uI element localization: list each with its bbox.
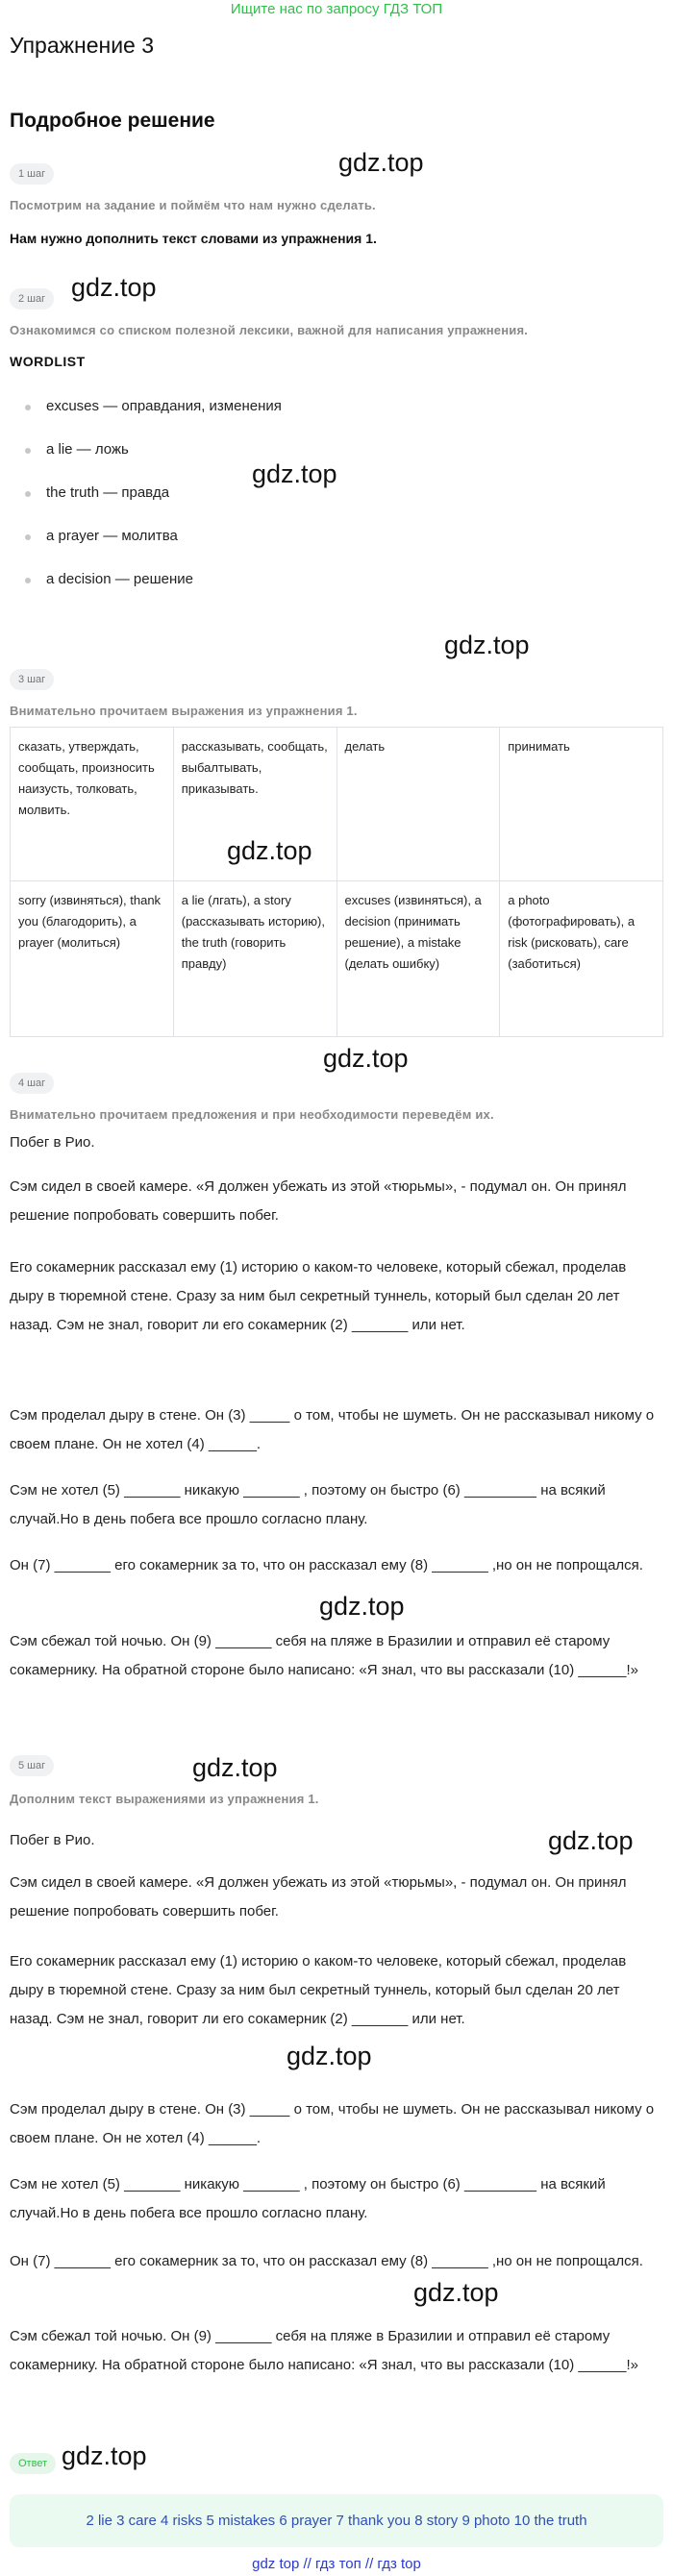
story-paragraph: Он (7) _______ его сокамерник за то, что он рассказал ему (8) _______ ,но он не попрощался.	[10, 2253, 643, 2269]
table-row	[11, 728, 663, 881]
wordlist-item: a lie — ложь	[19, 439, 654, 483]
watermark: gdz.top	[192, 1753, 278, 1782]
bullet-icon	[25, 448, 31, 454]
wordlist-item: a decision — решение	[19, 569, 654, 612]
wordlist	[19, 396, 654, 612]
watermark: gdz.top	[227, 836, 312, 865]
watermark: gdz.top	[287, 2042, 372, 2070]
table-cell: делать	[336, 728, 500, 881]
story-paragraph: Сэм проделал дыру в стене. Он (3) _____ о том, чтобы не шуметь. Он не рассказывал никому о своем плане. Он не хотел (4) ______.	[10, 1407, 655, 1452]
story-paragraph: Сэм проделал дыру в стене. Он (3) _____ о том, чтобы не шуметь. Он не рассказывал никому о своем плане. Он не хотел (4) ______.	[10, 2101, 655, 2146]
solution-heading: Подробное решение	[10, 110, 215, 132]
step-4-description: Внимательно прочитаем предложения и при необходимости переведём их.	[10, 1107, 494, 1122]
step-5-badge: 5 шаг	[10, 1755, 54, 1776]
step-3-badge: 3 шаг	[10, 669, 54, 690]
exercise-title: Упражнение 3	[10, 33, 155, 58]
table-cell: сказать, утверждать, сообщать, произносить наизусть, толковать, молвить.	[11, 728, 174, 881]
step-1-task: Нам нужно дополнить текст словами из упражнения 1.	[10, 231, 377, 246]
wordlist-item: a prayer — молитва	[19, 526, 654, 569]
bullet-icon	[25, 578, 31, 583]
table-row	[11, 881, 663, 1037]
wordlist-item: the truth — правда	[19, 483, 654, 526]
watermark: gdz.top	[71, 273, 157, 302]
story-paragraph: Сэм сидел в своей камере. «Я должен убежать из этой «тюрьмы», - подумал он. Он принял решение попробовать совершить побег.	[10, 1874, 627, 1920]
watermark: gdz.top	[413, 2278, 499, 2307]
story-paragraph: Сэм сбежал той ночью. Он (9) _______ себя на пляже в Бразилии и отправил её старому сокамернику. На обратной стороне было написано: «Я знал, что вы рассказали (10) ______!»	[10, 2328, 638, 2373]
table-cell: excuses (извиняться), a decision (принимать решение), a mistake (делать ошибку)	[336, 881, 500, 1037]
step-1-badge: 1 шаг	[10, 163, 54, 185]
answer-box: 2 lie 3 care 4 risks 5 mistakes 6 prayer 7 thank you 8 story 9 photo 10 the truth	[10, 2494, 663, 2547]
step-2-badge: 2 шаг	[10, 288, 54, 310]
watermark: gdz.top	[323, 1044, 409, 1073]
story-paragraph: Сэм сбежал той ночью. Он (9) _______ себя на пляже в Бразилии и отправил её старому сокамернику. На обратной стороне было написано: «Я знал, что вы рассказали (10) ______!»	[10, 1633, 638, 1678]
watermark: gdz.top	[338, 148, 424, 177]
footer-links[interactable]: gdz top // гдз топ // гдз top	[252, 2556, 421, 2572]
story-paragraph: Его сокамерник рассказал ему (1) историю о каком-то человеке, который сбежал, проделав дыру в тюремной стене. Сразу за ним был секретный туннель, который был сделан 20 лет назад. Сэм не знал, говорит ли его сокамерник (2) _______ или нет.	[10, 1259, 627, 1333]
step-2-description: Ознакомимся со списком полезной лексики, важной для написания упражнения.	[10, 323, 529, 337]
story-title: Побег в Рио.	[10, 1832, 95, 1848]
watermark: gdz.top	[444, 631, 530, 659]
wordlist-title: WORDLIST	[10, 354, 86, 369]
expressions-table	[10, 727, 663, 1037]
step-3-description: Внимательно прочитаем выражения из упражнения 1.	[10, 704, 358, 718]
bullet-icon	[25, 405, 31, 410]
table-cell: a photo (фотографировать), a risk (рисковать), care (заботиться)	[500, 881, 663, 1037]
watermark: gdz.top	[252, 459, 337, 488]
story-paragraph: Сэм сидел в своей камере. «Я должен убежать из этой «тюрьмы», - подумал он. Он принял решение попробовать совершить побег.	[10, 1178, 627, 1224]
table-cell: sorry (извиняться), thank you (благодорить), a prayer (молиться)	[11, 881, 174, 1037]
table-cell: a lie (лгать), a story (рассказывать историю), the truth (говорить правду)	[173, 881, 336, 1037]
step-5-description: Дополним текст выражениями из упражнения 1.	[10, 1792, 319, 1806]
watermark: gdz.top	[548, 1826, 634, 1855]
bullet-icon	[25, 491, 31, 497]
story-paragraph: Сэм не хотел (5) _______ никакую _______ , поэтому он быстро (6) _________ на всякий случай.Но в день побега все прошло согласно плану.	[10, 1482, 606, 1527]
step-4-badge: 4 шаг	[10, 1073, 54, 1094]
story-paragraph: Его сокамерник рассказал ему (1) историю о каком-то человеке, который сбежал, проделав дыру в тюремной стене. Сразу за ним был секретный туннель, который был сделан 20 лет назад. Сэм не знал, говорит ли его сокамерник (2) _______ или нет.	[10, 1953, 627, 2027]
table-cell: рассказывать, сообщать, выбалтывать, приказывать.	[173, 728, 336, 881]
wordlist-item: excuses — оправдания, изменения	[19, 396, 654, 439]
watermark: gdz.top	[62, 2441, 147, 2470]
bullet-icon	[25, 534, 31, 540]
watermark: gdz.top	[319, 1592, 405, 1621]
story-title: Побег в Рио.	[10, 1134, 95, 1151]
story-paragraph: Он (7) _______ его сокамерник за то, что он рассказал ему (8) _______ ,но он не попрощался.	[10, 1557, 643, 1573]
table-cell: принимать	[500, 728, 663, 881]
step-1-description: Посмотрим на задание и поймём что нам нужно сделать.	[10, 198, 376, 212]
answer-badge: Ответ	[10, 2453, 56, 2474]
search-banner[interactable]: Ищите нас по запросу ГДЗ ТОП	[230, 1, 443, 17]
story-paragraph: Сэм не хотел (5) _______ никакую _______ , поэтому он быстро (6) _________ на всякий случай.Но в день побега все прошло согласно плану.	[10, 2176, 606, 2221]
